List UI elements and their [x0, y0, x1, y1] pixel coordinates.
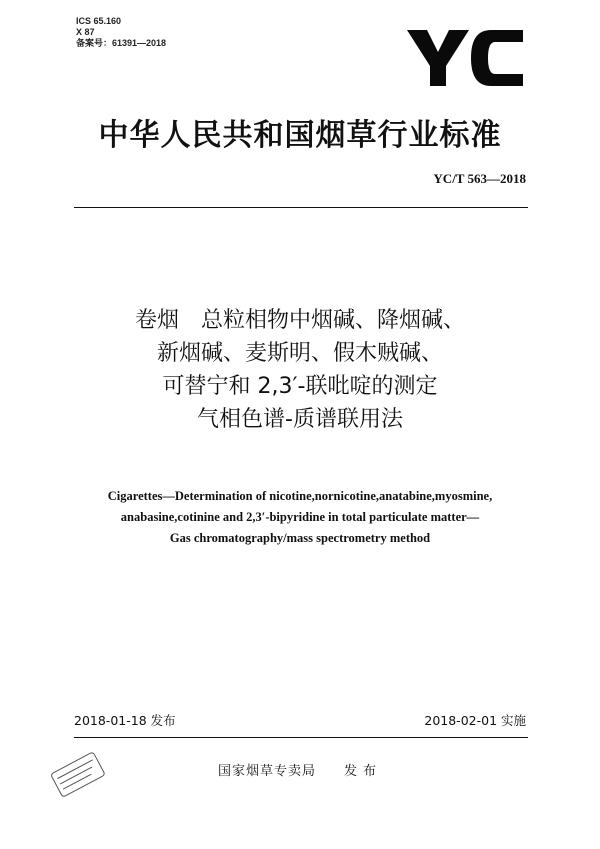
chinese-title-line: 卷烟 总粒相物中烟碱、降烟碱、: [134, 308, 465, 333]
publisher-name: 国家烟草专卖局: [217, 764, 316, 779]
english-title-line: Gas chromatography/mass spectrometry method: [169, 531, 431, 545]
issuing-body-title: 中华人民共和国烟草行业标准: [98, 118, 502, 153]
standard-number: YC/T 563—2018: [433, 171, 526, 186]
publisher-line: [0, 760, 600, 779]
chinese-title-line: 可替宁和 2,3′-联吡啶的测定: [162, 374, 438, 399]
yc-logo: [405, 28, 525, 88]
english-title-line: Cigarettes—Determination of nicotine,nornicotine,anatabine,myosmine,: [107, 489, 493, 503]
implementation-date: 2018-02-01 实施: [424, 713, 526, 728]
filing-number: 备案号：61391—2018: [76, 38, 167, 48]
footer-divider: [74, 737, 528, 738]
chinese-title-line: 气相色谱-质谱联用法: [197, 407, 403, 432]
english-title-line: anabasine,cotinine and 2,3′-bipyridine in total particulate matter—: [120, 510, 480, 524]
publisher-action: 发布: [344, 764, 383, 779]
english-title: [0, 486, 600, 549]
chinese-title-line: 新烟碱、麦斯明、假木贼碱、: [156, 341, 443, 366]
issue-date: 2018-01-18 发布: [74, 713, 176, 728]
ccs-code: X 87: [76, 27, 95, 37]
chinese-title: [0, 304, 600, 436]
header-divider: [74, 207, 528, 208]
classification-block: [76, 16, 166, 49]
ics-code: ICS 65.160: [76, 16, 122, 26]
